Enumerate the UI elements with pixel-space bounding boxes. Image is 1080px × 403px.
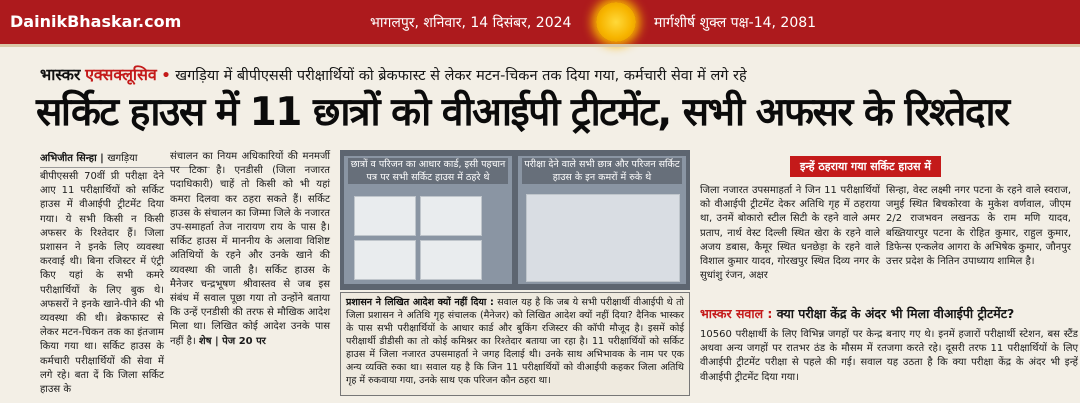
kicker-brand: भास्कर [40,65,81,84]
sun-logo-icon [596,2,636,42]
side-label: इन्हें ठहराया गया सर्किट हाउस में [790,156,941,177]
question-text: क्या परीक्षा केंद्र के अंदर भी मिला वीआईपी ट्रीटमेंट? [776,306,1015,321]
article-column-1: बीपीएससी 70वीं प्री परीक्षा देने आए 11 परीक्षार्थियों को सर्किट हाउस में वीआईपी ट्रीटमेंट दिया गया। ये सभी किसी न किसी अफसर के रिश्तेदार हैं। जिला प्रशासन ने इनके लिए व्यवस्था करवाई थी। बिना रजिस्टर में एंट्री किए यहां के सभी कमरे परीक्षार्थियों के लिए बुक थे। अफसरों ने इनके खाने-पीने की भी व्यवस्था की थी। ब्रेकफास्ट से लेकर मटन-चिकन तक का इंतजाम किया गया था। सर्किट हाउस के कर्मचारी परीक्षार्थियों की सेवा में लगे रहे। बता दें कि जिला सर्किट हाउस के [40,171,164,396]
photo-aadhaar-cards [344,156,512,284]
byline: अभिजीत सिन्हा | खगड़िया [40,150,210,168]
question-label: भास्कर सवाल : [700,306,773,321]
bhaskar-question-heading [700,305,1080,322]
photo-strip [340,150,690,290]
byline-author: अभिजीत सिन्हा [40,153,97,164]
kicker-text: खगड़िया में बीपीएससी परीक्षार्थियों को ब्रेकफास्ट से लेकर मटन-चिकन तक दिया गया, कर्मचारी सेवा में लगे रहे [175,68,747,84]
dateline: भागलपुर, शनिवार, 14 दिसंबर, 2024 [370,15,572,31]
kicker-bullet: • [161,68,171,84]
site-name[interactable]: DainikBhaskar.com [10,12,182,31]
article-column-3: जिला नजारत उपसमाहर्ता ने जिन 11 परीक्षार्थियों को वीआईपी ट्रीटमेंट देकर अतिथि गृह में ठहराया था, उनमें बोकारो स्टील सिटी के रहने वाले अमर प्रताप, नार्थ वेस्ट दिल्ली स्थित खेरा के रहने वाले अजय डबास, कैमूर स्थित धनछेड़ा के रहने वाले विशाल कुमार यादव, गोरखपुर स्थित दिव्य नगर के सुधांशु रंजन, अक्षर [700,185,880,282]
question-box [340,292,690,396]
photo-register [518,156,686,284]
continued-note: शेष | पेज 20 पर [198,335,266,347]
hindu-calendar-date: मार्गशीर्ष शुक्ल पक्ष-14, 2081 [654,15,817,31]
photo-caption-1: छात्रों व परिजन का आधार कार्ड, इसी पहचान पत्र पर सभी सर्किट हाउस में ठहरे थे [348,158,508,184]
box-text: सवाल यह है कि जब ये सभी परीक्षार्थी वीआईपी थे तो जिला प्रशासन ने अतिथि गृह संचालक (मैनेजर) को लिखित आदेश क्यों नहीं दिया? दैनिक भास्कर के पास सभी परीक्षार्थियों के आधार कार्ड और बुकिंग रजिस्टर की कॉपी मौजूद है। इसमें कोई परीक्षार्थी डीडीसी का तो कोई कमिश्नर का रिश्तेदार बताया जा रहा है। 11 परीक्षार्थियों को सर्किट हाउस में जिला नजारत उपसमाहर्ता ने जगह दिलाई थी। उनके साथ अभिभावक के नाम पर एक अन्य व्यक्ति रुका था। सवाल यह है कि जिन 11 परीक्षार्थियों को वीआईपी कहकर जिला अतिथि गृह में रुकवाया गया, उनके साथ एक परिजन कौन ठहरा था। [346,297,685,386]
byline-place: खगड़िया [107,153,138,164]
question-body: 10560 परीक्षार्थी के लिए विभिन्न जगहों पर केन्द्र बनाए गए थे। इनमें हजारों परीक्षार्थी स्टेशन, बस स्टैंड अथवा अन्य जगहों पर रातभर ठंड के मौसम में रतजगा करते रहे। दूसरी तरफ 11 परीक्षार्थियों के लिए वीआईपी ट्रीटमेंट परीक्षा से पहले की गई। सवाल यह उठता है कि क्या परीक्षा केंद्र के अंदर भी इन्हें वीआईपी ट्रीटमेंट दिया गया। [700,329,1078,383]
box-title: प्रशासन ने लिखित आदेश क्यों नहीं दिया : [346,297,494,308]
headline: सर्किट हाउस में 11 छात्रों को वीआईपी ट्रीटमेंट, सभी अफसर के रिश्तेदार [36,90,1009,135]
masthead-divider [0,44,1080,47]
photo-caption-2: परीक्षा देने वाले सभी छात्र और परिजन सर्किट हाउस के इन कमरों में रुके थे [522,158,682,184]
kicker-tag: एक्सक्लूसिव [85,65,157,84]
kicker [40,63,747,85]
column-2-text: संचालन का नियम अधिकारियों की मनमर्जी पर टिका है। एनडीसी (जिला नजारत पदाधिकारी) चाहें तो किसी को भी यहां कमरा दिलवा कर ठहरा सकते हैं। सर्किट हाउस के संचालन का जिम्मा जिले के नजारत उप-समाहर्ता तेज नारायण राय के पास है। सर्किट हाउस में माननीय के अलावा विशिष्ट अतिथियों के रहने और उनके खाने की व्यवस्था की जाती है। सर्किट हाउस के मैनेजर चन्द्रभूषण श्रीवास्तव से जब इस संबंध में सवाल पूछा गया तो उन्होंने बताया कि उन्हें एनडीसी की तरफ से मौखिक आदेश मिला था। लिखित कोई आदेश उनके पास नहीं है। [170,151,330,347]
article-column-2 [170,150,330,349]
article-column-4: सिन्हा, वेस्ट लक्ष्मी नगर पटना के रहने वाले स्वराज, जमुई स्थित बिचकोरवा के मुकेश वर्णवाल, जीएम 2/2 राजभवन लखनऊ के राम मणि यादव, बख्तियारपुर पटना के रोहित कुमार, राहुल कुमार, डिफेन्स एन्कलेव आगरा के अभिषेक कुमार, जौनपुर उत्तर प्रदेश के नितिन उपाध्याय शामिल है। [886,185,1071,268]
